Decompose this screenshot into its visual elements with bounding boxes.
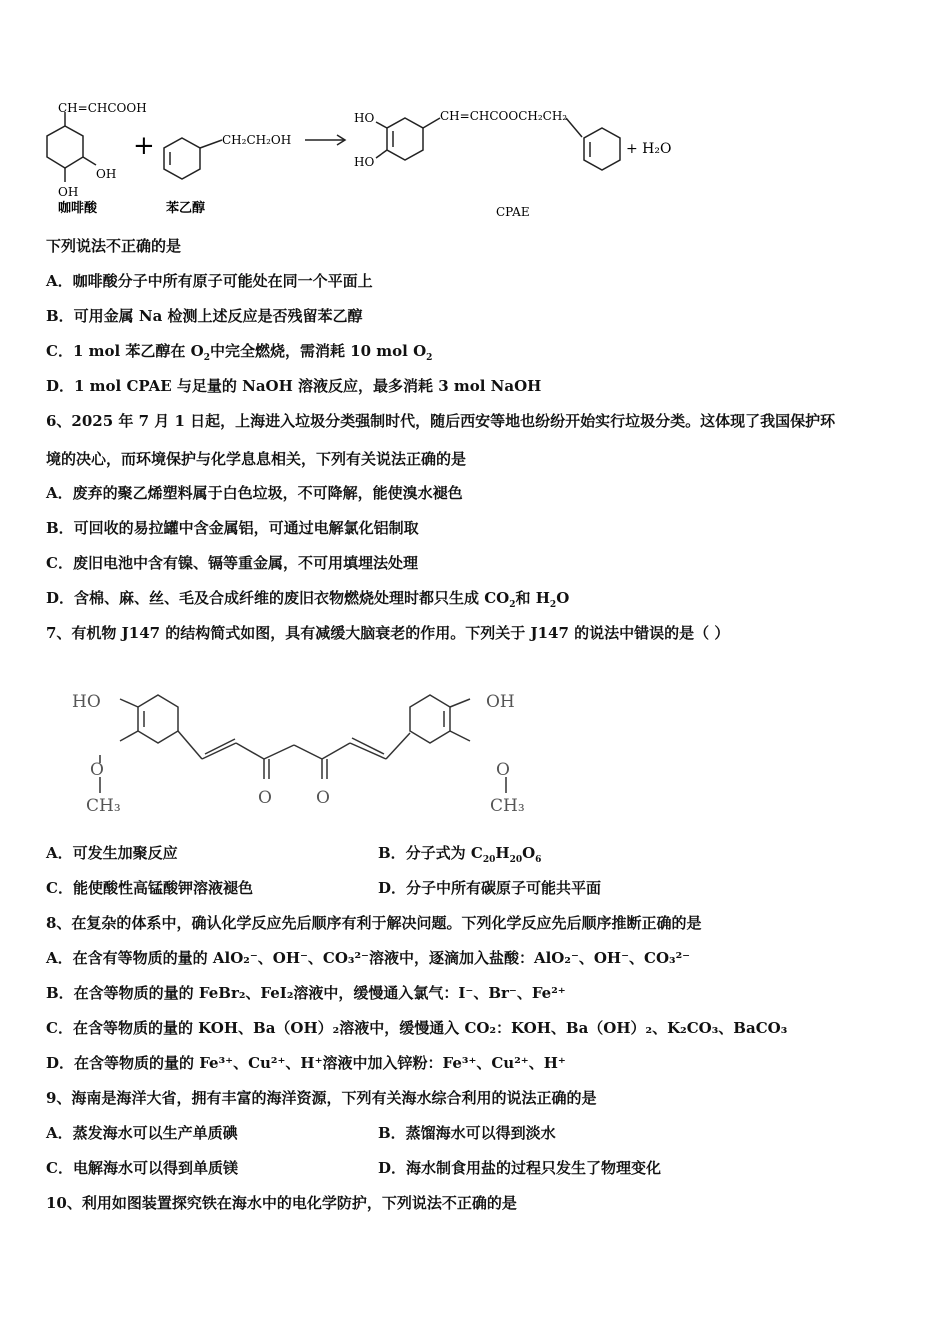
question-stem-continued: 境的决心，而环境保护与化学息息相关，下列有关说法正确的是 [46, 450, 467, 468]
option-a: A．废弃的聚乙烯塑料属于白色垃圾，不可降解，能使溴水褪色 [46, 484, 463, 502]
j147-carbonyl-o-label: O [316, 788, 330, 808]
option-c: C．废旧电池中含有镍、镉等重金属，不可用填埋法处理 [46, 554, 418, 572]
option-b: B．在含等物质的量的 FeBr₂、FeI₂溶液中，缓慢通入氯气：I⁻、Br⁻、Fe²⁺ [46, 984, 566, 1002]
j147-ch3-label: CH₃ [86, 796, 121, 816]
option-b: B．可用金属 Na 检测上述反应是否残留苯乙醇 [46, 307, 363, 325]
option-d: D．分子中所有碳原子可能共平面 [378, 879, 602, 897]
option-c: C．电解海水可以得到单质镁 [46, 1159, 238, 1177]
option-a: A．蒸发海水可以生产单质碘 [46, 1124, 238, 1142]
j147-oh-label: OH [486, 692, 515, 712]
option-d: D．1 mol CPAE 与足量的 NaOH 溶液反应，最多消耗 3 mol NaOH [46, 377, 542, 395]
j147-ho-label: HO [72, 692, 101, 712]
acid-oh-label: OH [58, 185, 79, 199]
j147-methoxy-o-label: O [496, 760, 510, 780]
option-a: A．咖啡酸分子中所有原子可能处在同一个平面上 [46, 272, 373, 290]
question-stem: 9、海南是海洋大省，拥有丰富的海洋资源，下列有关海水综合利用的说法正确的是 [46, 1089, 597, 1107]
j147-carbonyl-o-label: O [258, 788, 272, 808]
option-d: D．在含等物质的量的 Fe³⁺、Cu²⁺、H⁺溶液中加入锌粉：Fe³⁺、Cu²⁺、H⁺ [46, 1054, 566, 1072]
cpae-substituent-label: CH=CHCOOCH₂CH₂ [440, 109, 568, 123]
option-c: C．在含等物质的量的 KOH、Ba（OH）₂溶液中，缓慢通入 CO₂：KOH、Ba（OH）₂、K₂CO₃、BaCO₃ [46, 1019, 788, 1037]
j147-ch3-label: CH₃ [490, 796, 525, 816]
option-b: B．分子式为 $C_{20}H_{20}O_6$ [378, 844, 542, 865]
option-b: B．蒸馏海水可以得到淡水 [378, 1124, 556, 1142]
caffeic-acid-name: 咖啡酸 [58, 201, 98, 216]
question-stem: 8、在复杂的体系中，确认化学反应先后顺序有利于解决问题。下列化学反应先后顺序推断正确的是 [46, 914, 702, 932]
option-c: C．1 mol 苯乙醇在 $O_2$中完全燃烧，需消耗 10 mol $O_2$ [46, 342, 433, 363]
acid-substituent-label: CH=CHCOOH [58, 101, 147, 115]
option-d: D．海水制食用盐的过程只发生了物理变化 [378, 1159, 662, 1177]
option-b: B．可回收的易拉罐中含金属铝，可通过电解氯化铝制取 [46, 519, 419, 537]
question-stem: 10、利用如图装置探究铁在海水中的电化学防护，下列说法不正确的是 [46, 1194, 517, 1212]
cpae-ho-label: HO [354, 111, 375, 125]
acid-oh-label: OH [96, 167, 117, 181]
option-d: D．含棉、麻、丝、毛及合成纤维的废旧衣物燃烧处理时都只生成 $CO_2$和 $H_2O$ [46, 589, 570, 610]
question-stem: 下列说法不正确的是 [46, 237, 182, 255]
question-stem: 6、2025 年 7 月 1 日起，上海进入垃圾分类强制时代，随后西安等地也纷纷开始实行垃圾分类。这体现了我国保护环 [46, 412, 836, 430]
reaction-scheme-figure [0, 0, 950, 230]
option-a: A．可发生加聚反应 [46, 844, 178, 862]
j147-methoxy-o-label: O [90, 760, 104, 780]
cpae-name: CPAE [496, 205, 530, 219]
water-product-label: + H₂O [626, 141, 672, 157]
question-stem: 7、有机物 J147 的结构简式如图，具有减缓大脑衰老的作用。下列关于 J147 的说法中错误的是（ ） [46, 624, 730, 642]
cpae-ho-label: HO [354, 155, 375, 169]
option-c: C．能使酸性高锰酸钾溶液褪色 [46, 879, 253, 897]
j147-structure-figure [50, 683, 570, 823]
phenylethanol-name: 苯乙醇 [166, 201, 206, 216]
plus-sign: + [133, 131, 155, 161]
option-a: A．在含有等物质的量的 AlO₂⁻、OH⁻、CO₃²⁻溶液中，逐滴加入盐酸：AlO₂⁻、OH⁻、CO₃²⁻ [46, 949, 691, 967]
phenylethanol-substituent-label: CH₂CH₂OH [222, 133, 292, 147]
